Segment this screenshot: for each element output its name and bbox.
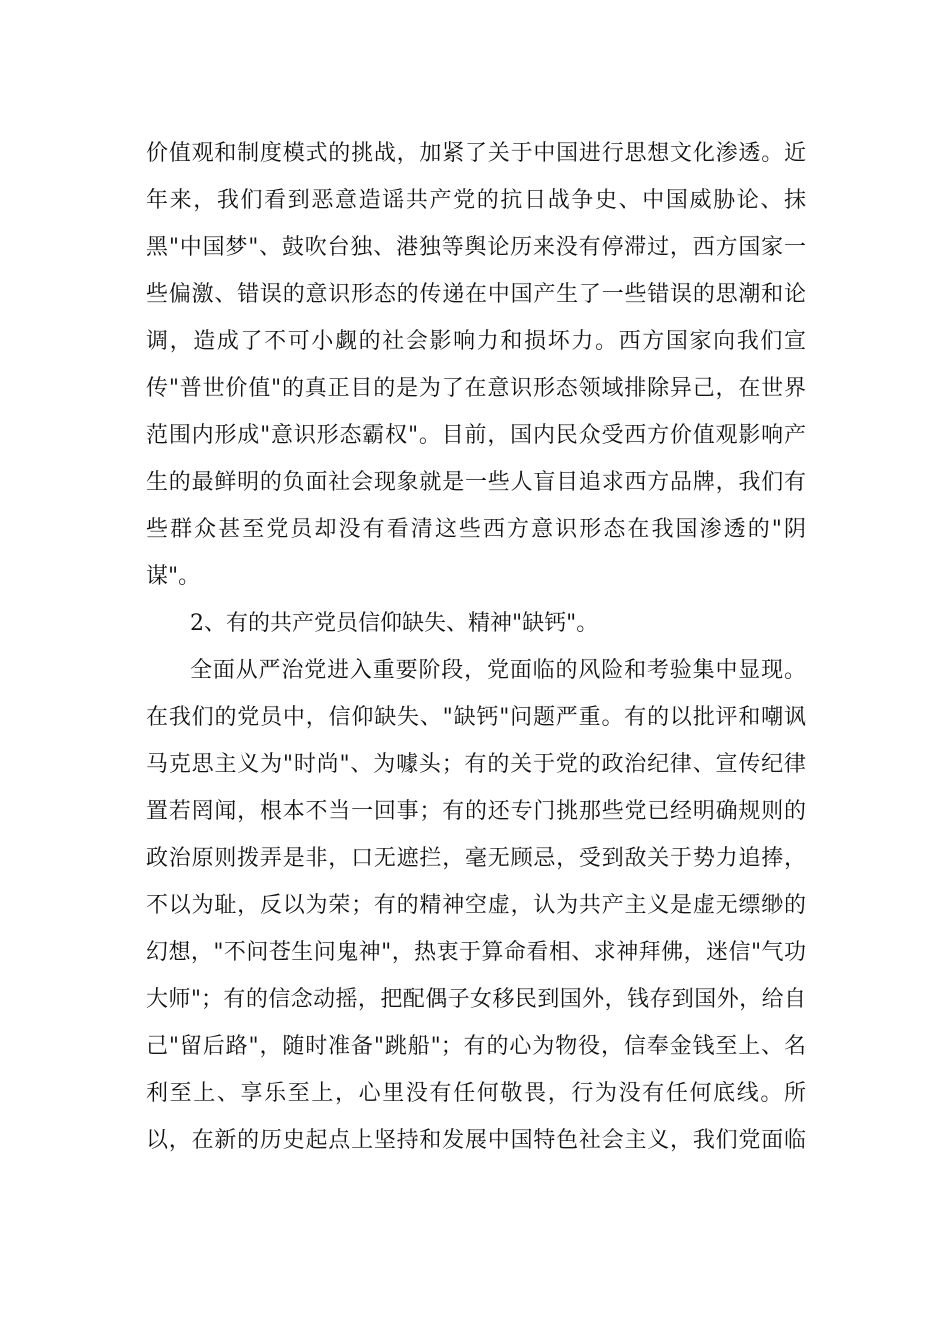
text-line: 调，造成了不可小觑的社会影响力和损坏力。西方国家向我们宣 [146,329,806,354]
text-line: 幻想，"不问苍生问鬼神"，热衷于算命看相、求神拜佛，迷信"气功 [146,940,806,965]
text-line: 些群众甚至党员却没有看清这些西方意识形态在我国渗透的"阴 [146,517,806,542]
text-line: 谋"。 [146,564,201,589]
section-heading: 2、有的共产党员信仰缺失、精神"缺钙"。 [190,611,599,636]
text-line: 全面从严治党进入重要阶段，党面临的风险和考验集中显现。 [190,658,806,683]
text-line: 政治原则拨弄是非，口无遮拦，毫无顾忌，受到敌关于势力追捧， [146,846,806,871]
text-line: 生的最鲜明的负面社会现象就是一些人盲目追求西方品牌，我们有 [146,470,806,495]
text-line: 大师"；有的信念动摇，把配偶子女移民到国外，钱存到国外，给自 [146,987,806,1012]
text-line: 传"普世价值"的真正目的是为了在意识形态领域排除异己，在世界 [146,376,806,401]
text-line: 利至上、享乐至上，心里没有任何敬畏，行为没有任何底线。所 [146,1081,806,1106]
text-line: 在我们的党员中，信仰缺失、"缺钙"问题严重。有的以批评和嘲讽 [146,705,806,730]
text-line: 马克思主义为"时尚"、为噱头；有的关于党的政治纪律、宣传纪律 [146,752,806,777]
text-line: 以，在新的历史起点上坚持和发展中国特色社会主义，我们党面临 [146,1128,806,1153]
text-line: 不以为耻，反以为荣；有的精神空虚，认为共产主义是虚无缥缈的 [146,893,806,918]
text-line: 范围内形成"意识形态霸权"。目前，国内民众受西方价值观影响产 [146,423,806,448]
text-line: 置若罔闻，根本不当一回事；有的还专门挑那些党已经明确规则的 [146,799,806,824]
text-line: 黑"中国梦"、鼓吹台独、港独等舆论历来没有停滞过，西方国家一 [146,235,806,260]
text-line: 些偏激、错误的意识形态的传递在中国产生了一些错误的思潮和论 [146,282,806,307]
text-line: 价值观和制度模式的挑战，加紧了关于中国进行思想文化渗透。近 [146,141,806,166]
text-line: 己"留后路"，随时准备"跳船"；有的心为物役，信奉金钱至上、名 [146,1034,806,1059]
text-line: 年来，我们看到恶意造谣共产党的抗日战争史、中国威胁论、抹 [146,188,806,213]
